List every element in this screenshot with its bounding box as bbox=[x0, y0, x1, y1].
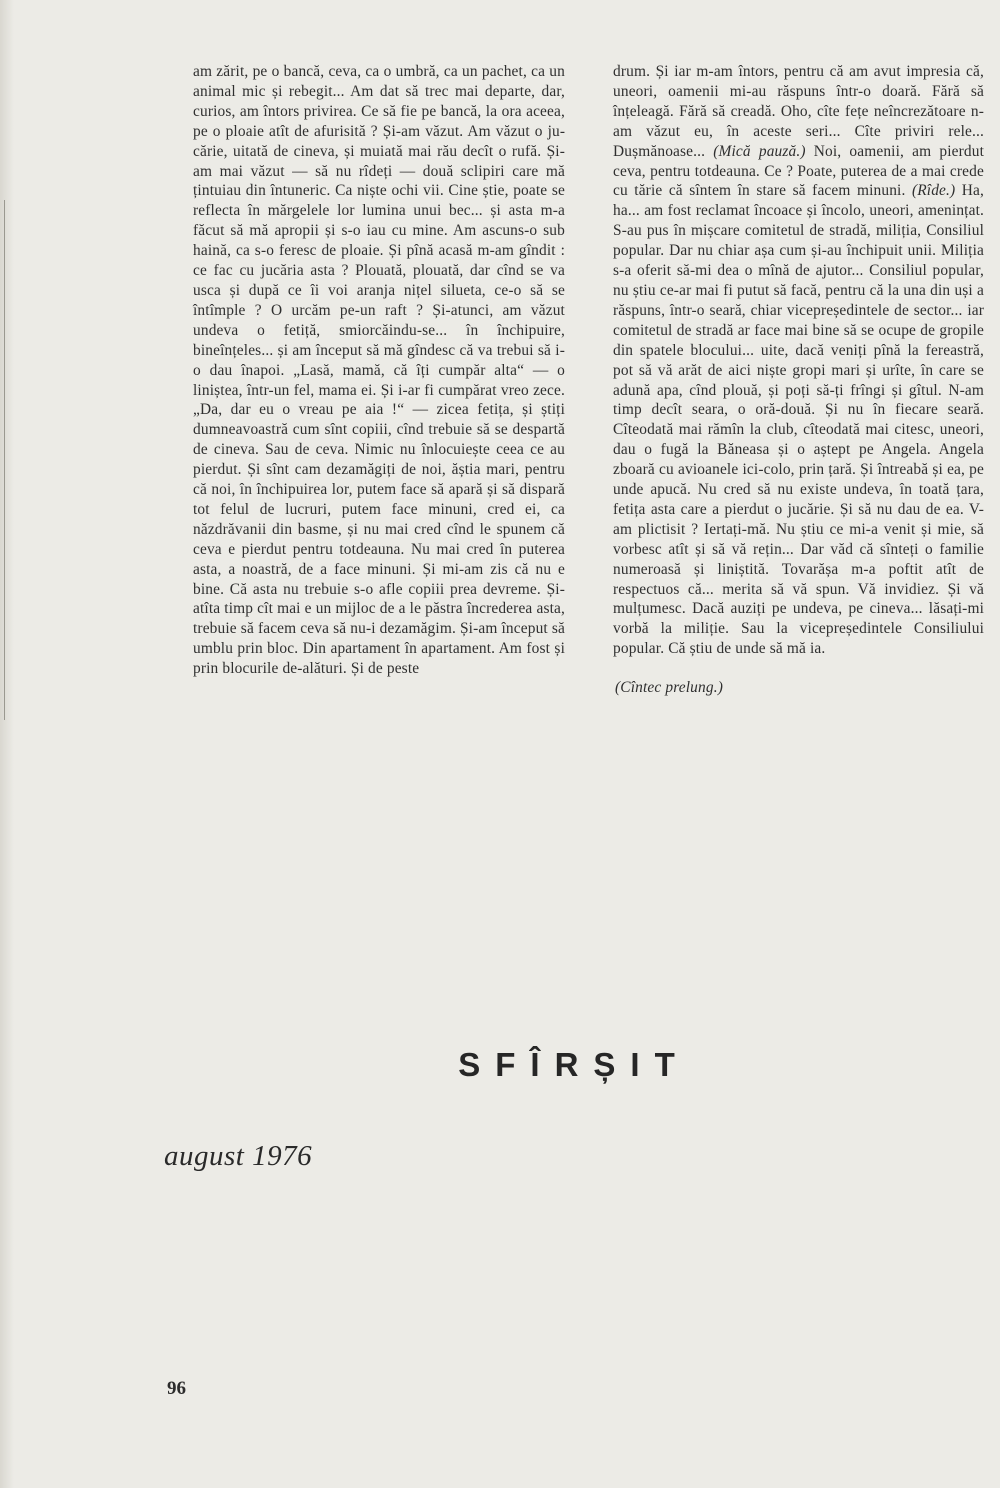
left-column-text: am zărit, pe o bancă, ceva, ca o umbră, ca un pachet, ca un animal mic și rebegit... Am dat să trec mai departe, dar, curios, am întors privirea. Ce să fie pe bancă, la ora aceea, pe o ploaie atît de afurisită ? Și-am văzut. Am văzut o jucărie, uitată de cineva, și muiată mai rău decît o rufă. Și-am mai văzut — să nu rîdeți — două sclipiri care mă țintuiau din întuneric. Ca niște ochi vii. Cine știe, poate se reflecta în mărgelele lor lumina unui bec... și asta m-a făcut să mă apropii și s-o iau cu mine. Am ascuns-o sub haină, ca s-o feresc de ploaie. Și pînă acasă m-am gîndit : ce fac cu jucăria asta ? Plouată, plouată, dar cînd se va usca și după ce îi voi aranja nițel silueta, ce-o să se întîmple ? O urcăm pe-un raft ? Și-atunci, am văzut undeva o fetiță, smiorcăindu-se... în închipuire, bineînțeles... și am început să mă gîndesc că va trebui să i-o dau înapoi. „Lasă, mamă, că îți cumpăr alta“ — o liniștea, într-un fel, mama ei. Și i-ar fi cumpărat vreo zece. „Da, dar eu o vreau pe aia !“ — zicea fetița, și știți dumneavoastră cum sînt copiii, cînd trebuie să se despartă de cineva. Sau de ceva. Nimic nu înlocuiește ceea ce au pierdut. Și sînt cam dezamăgiți de noi, ăștia mari, pentru că noi, în închipuirea lor, putem face să apară și să dispară tot felul de lucruri, putem face minuni, cred ei, ca năzdrăvanii din basme, și nu mai cred cînd le spunem că ceva e pierdut pentru totdeauna. Nu mai cred în puterea asta, a noastră, de a face minuni. Și mi-am zis că nu e bine. Că asta nu trebuie s-o afle copiii prea devreme. Și-atîta timp cît mai e un mijloc de a le păstra încrederea asta, trebuie să facem ceva să nu-i dezamăgim. Și-am început să umblu prin bloc. Din apartament în apartament. Am fost și prin blocurile de-alături. Și de peste bbox=[193, 63, 565, 678]
stage-direction-laugh: (Rîde.) bbox=[911, 182, 956, 200]
right-column-text bbox=[613, 62, 984, 659]
page-fold-line bbox=[4, 200, 5, 720]
stage-direction-pause: (Mică pauză.) bbox=[713, 142, 806, 160]
page-number: 96 bbox=[167, 1378, 186, 1399]
date-line: august 1976 bbox=[164, 1140, 313, 1172]
right-part-2: Noi, oamenii, am pierdut ceva, pentru totdeauna. Ce ? Poate, puterea de a mai crede cu tărie că sîntem în stare să facem minuni. bbox=[613, 142, 984, 200]
right-part-3: Ha, ha... am fost reclamat încoace și încolo, uneori, amenințat. S-au pus în mișcare comitetul de stradă, miliția, Consiliul popular. Dar nu chiar așa cum și-au închipuit unii. Miliția s-a oferit să-mi dea o mînă de ajutor... Consiliul popular, nu știu ce-ar mai fi putut să facă, pentru că la una din uși a răspuns, într-o seară, chiar vicepreședintele de sector... iar comitetul de stradă ar face mai bine să se ocupe de gropile din spatele blocului... uite, dacă veniți pînă la fereastră, pot să vă arăt de aici niște gropi mari și urîte, în care se adună apa, cînd plouă, și poți să-ți frîngi și gîtul. N-am timp decît seara, o oră-două. Și nu în fiecare seară. Cîteodată mai rămîn la club, cîteodată mai citesc, uneori, dau o fugă la Băneasa și o aștept pe Angela. Angela zboară cu avioanele ici-colo, prin țară. Și întreabă și ea, pe unde apucă. Nu cred să nu existe undeva, în toată țara, fetița asta care a pierdut o jucărie. Și să nu dau de ea. V-am plictisit ? Iertați-mă. Nu știu ce mi-a venit și mie, să vorbesc atît și să vă rețin... Dar văd că sînteți o familie numeroasă și liniștită. Tovarășa m-a poftit atît de respectuos că... merita să vă spun. Vă invidiez. Și vă mulțumesc. Dacă auziți pe undeva, pe cineva... lăsați-mi vorbă la miliție. Sau la vicepreședintele Consiliului popular. Că știu de unde să mă ia. bbox=[613, 182, 984, 658]
text-column-left bbox=[193, 62, 565, 679]
text-column-right bbox=[613, 62, 984, 698]
page-edge-shadow bbox=[0, 0, 14, 1488]
stage-direction-song: (Cîntec prelung.) bbox=[615, 679, 723, 697]
end-title: SFÎRȘIT bbox=[458, 1046, 690, 1083]
right-part-1: drum. Și iar m-am întors, pentru că am avut impresia că, uneori, oamenii mi-au răspuns într-o doară. Fără să înțeleagă. Fără să creadă. Oho, cîte fețe neîncrezătoare n-am văzut eu, în aceste seri... Cîte priviri rele... Dușmănoase... bbox=[613, 63, 984, 160]
